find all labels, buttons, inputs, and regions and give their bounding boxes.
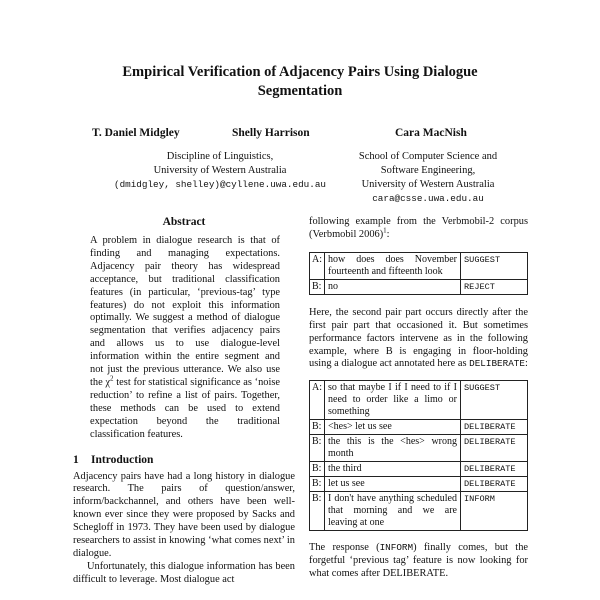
dialogue-act-cell: DELIBERATE: [461, 462, 528, 477]
middle-code: DELIBERATE: [469, 358, 525, 370]
table-row: [310, 381, 528, 420]
bottom-text-b: ) finally comes, but the forgetful ‘previous tag’ feature is now looking for what comes after DELIBERATE.: [309, 542, 528, 580]
table-row: [310, 252, 528, 279]
dialogue-act-cell: DELIBERATE: [461, 420, 528, 435]
example-bottom-text: [309, 542, 528, 581]
utterance-cell: the this is the <hes> wrong month: [325, 435, 461, 462]
left-column: [73, 216, 295, 587]
table-row: [310, 492, 528, 531]
example-intro-text: [309, 216, 528, 242]
affiliation-line: University of Western Australia: [153, 165, 287, 176]
intro-paragraph-2: Unfortunately, this dialogue information has been difficult to leverage. Most dialogue act: [73, 560, 295, 585]
affiliation-line: Software Engineering,: [380, 165, 476, 176]
paper-title: [0, 63, 600, 101]
right-column: [309, 216, 528, 581]
example-intro-a: following example from the Verbmobil-2 corpus (Verbmobil 2006): [309, 216, 528, 240]
utterance-cell: no: [325, 279, 461, 294]
utterance-cell: so that maybe I if I need to if I need to order like a limo or something: [325, 381, 461, 420]
dialogue-act-cell: DELIBERATE: [461, 435, 528, 462]
affiliation-linguistics: [78, 150, 362, 192]
speaker-cell: A:: [310, 252, 325, 279]
utterance-cell: the third: [325, 462, 461, 477]
paper-title-line-2: Segmentation: [257, 83, 343, 99]
abstract-text: [90, 235, 280, 442]
author-email: (dmidgley, shelley)@cyllene.uwa.edu.au: [113, 179, 326, 190]
speaker-cell: B:: [310, 462, 325, 477]
footnote-marker: 1: [383, 226, 387, 235]
affiliation-computer-science: [338, 150, 518, 206]
dialogue-act-cell: DELIBERATE: [461, 477, 528, 492]
speaker-cell: B:: [310, 492, 325, 531]
author-name-2: Shelly Harrison: [232, 127, 310, 139]
abstract-heading: Abstract: [162, 216, 206, 228]
example-middle-text: [309, 307, 528, 372]
example-table-2: [309, 380, 528, 531]
table-row: [310, 279, 528, 294]
speaker-cell: B:: [310, 420, 325, 435]
dialogue-act-cell: INFORM: [461, 492, 528, 531]
affiliation-line: Discipline of Linguistics,: [166, 151, 274, 162]
speaker-cell: B:: [310, 477, 325, 492]
dialogue-act-cell: REJECT: [461, 279, 528, 294]
speaker-cell: B:: [310, 435, 325, 462]
paper-title-line-1: Empirical Verification of Adjacency Pairs Using Dialogue: [122, 64, 478, 80]
author-email: cara@csse.uwa.edu.au: [372, 193, 484, 204]
table-row: [310, 477, 528, 492]
affiliation-line: University of Western Australia: [361, 179, 495, 190]
speaker-cell: A:: [310, 381, 325, 420]
section-heading-introduction: [73, 454, 295, 466]
section-number: 1: [73, 453, 79, 466]
utterance-cell: <hes> let us see: [325, 420, 461, 435]
bottom-code: INFORM: [379, 542, 414, 554]
middle-text-b: :: [524, 358, 528, 370]
author-name-3: Cara MacNish: [395, 127, 467, 139]
abstract-text-b: test for statistical significance as ‘noise reduction’ to refine a list of pairs. Together, these methods can be used to extend expectation beyond the traditional classification features.: [90, 376, 280, 440]
utterance-cell: how does does November fourteenth and fifteenth look: [325, 252, 461, 279]
section-title: Introduction: [91, 453, 154, 466]
speaker-cell: B:: [310, 279, 325, 294]
abstract-text-a: A problem in dialogue research is that of finding and managing expectations. Adjacency pair theory has widespread acceptance, but traditional classification features (in particular, ‘previous-tag’ type features) do not exploit this information optimally. We suggest a method of dialogue segmentation that verifies adjacency pairs and allows us to use dialogue-level information within the entire segment and not just the previous utterance. We also use the χ: [90, 235, 280, 388]
example-intro-end: :: [386, 228, 390, 240]
dialogue-act-cell: SUGGEST: [461, 252, 528, 279]
table-row: [310, 420, 528, 435]
affiliation-line: School of Computer Science and: [358, 151, 498, 162]
table-row: [310, 462, 528, 477]
dialogue-act-cell: SUGGEST: [461, 381, 528, 420]
middle-text-a: Here, the second pair part occurs directly after the first pair part that occasioned it. But sometimes performance factors intervene as in the following example, where B is engaging in floor-holding using a dialogue act annotated here as: [309, 306, 528, 370]
utterance-cell: let us see: [325, 477, 461, 492]
intro-paragraph-1: Adjacency pairs have had a long history in dialogue research. The pairs of question/answer, inform/backchannel, and others have been well-known ever since they were proposed by Sacks and Schegloff in 1973. They have been used by dialogue researchers to assist in knowing ‘what comes next’ in dialogue.: [73, 470, 295, 559]
bottom-text-a: The response (: [309, 542, 380, 554]
author-name-1: T. Daniel Midgley: [92, 127, 180, 139]
chi-square-superscript: 2: [110, 374, 114, 383]
example-table-1: [309, 252, 528, 295]
utterance-cell: I don't have anything scheduled that morning and we are leaving at one: [325, 492, 461, 531]
table-row: [310, 435, 528, 462]
